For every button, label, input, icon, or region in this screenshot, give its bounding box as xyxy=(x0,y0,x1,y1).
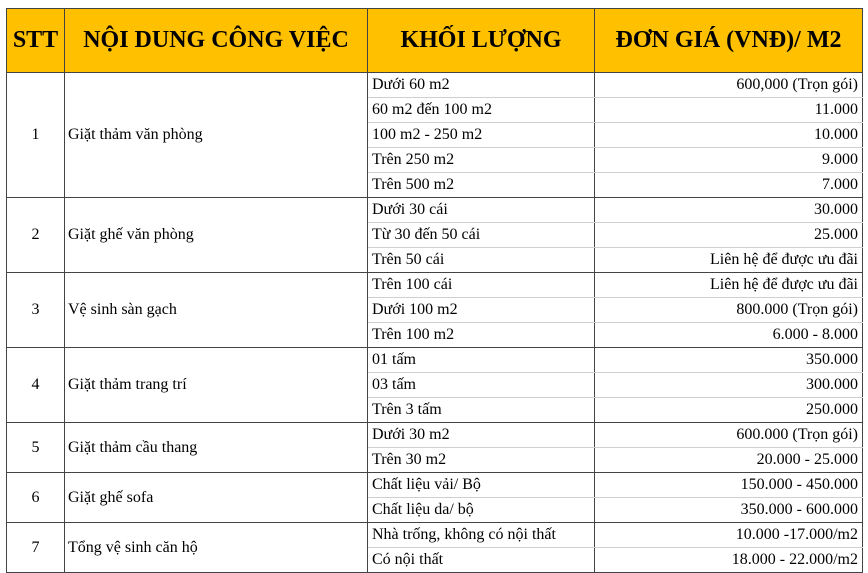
volume-cell: 100 m2 - 250 m2 xyxy=(368,123,595,148)
stt-cell: 6 xyxy=(7,473,65,523)
price-cell: 10.000 -17.000/m2 xyxy=(595,523,863,548)
price-cell: 6.000 - 8.000 xyxy=(595,323,863,348)
volume-cell: 03 tấm xyxy=(368,373,595,398)
price-cell: Liên hệ để được ưu đãi xyxy=(595,248,863,273)
service-name-cell: Vệ sinh sàn gạch xyxy=(65,273,368,348)
volume-cell: Trên 30 m2 xyxy=(368,448,595,473)
service-name-cell: Giặt thảm cầu thang xyxy=(65,423,368,473)
volume-cell: 60 m2 đến 100 m2 xyxy=(368,98,595,123)
volume-cell: Dưới 100 m2 xyxy=(368,298,595,323)
price-cell: 11.000 xyxy=(595,98,863,123)
price-cell: 250.000 xyxy=(595,398,863,423)
volume-cell: Chất liệu da/ bộ xyxy=(368,498,595,523)
volume-cell: Có nội thất xyxy=(368,548,595,573)
volume-cell: 01 tấm xyxy=(368,348,595,373)
price-cell: 300.000 xyxy=(595,373,863,398)
stt-cell: 1 xyxy=(7,73,65,198)
stt-cell: 3 xyxy=(7,273,65,348)
volume-cell: Trên 50 cái xyxy=(368,248,595,273)
header-row xyxy=(7,9,863,73)
volume-cell: Trên 3 tấm xyxy=(368,398,595,423)
volume-cell: Dưới 30 cái xyxy=(368,198,595,223)
header-content: NỘI DUNG CÔNG VIỆC xyxy=(65,9,368,73)
service-name-cell: Giặt thảm trang trí xyxy=(65,348,368,423)
stt-cell: 4 xyxy=(7,348,65,423)
price-cell: Liên hệ để được ưu đãi xyxy=(595,273,863,298)
price-cell: 350.000 - 600.000 xyxy=(595,498,863,523)
price-cell: 150.000 - 450.000 xyxy=(595,473,863,498)
price-cell: 25.000 xyxy=(595,223,863,248)
table-row xyxy=(7,473,863,498)
volume-cell: Trên 100 m2 xyxy=(368,323,595,348)
price-cell: 9.000 xyxy=(595,148,863,173)
price-table xyxy=(6,8,863,573)
volume-cell: Trên 250 m2 xyxy=(368,148,595,173)
service-name-cell: Giặt ghế văn phòng xyxy=(65,198,368,273)
table-row xyxy=(7,423,863,448)
table-row xyxy=(7,523,863,548)
volume-cell: Dưới 60 m2 xyxy=(368,73,595,98)
header-stt: STT xyxy=(7,9,65,73)
price-cell: 20.000 - 25.000 xyxy=(595,448,863,473)
stt-cell: 2 xyxy=(7,198,65,273)
price-cell: 18.000 - 22.000/m2 xyxy=(595,548,863,573)
table-row xyxy=(7,198,863,223)
table-row xyxy=(7,348,863,373)
price-cell: 800.000 (Trọn gói) xyxy=(595,298,863,323)
table-body xyxy=(7,73,863,573)
volume-cell: Nhà trống, không có nội thất xyxy=(368,523,595,548)
service-name-cell: Giặt thảm văn phòng xyxy=(65,73,368,198)
price-cell: 600.000 (Trọn gói) xyxy=(595,423,863,448)
volume-cell: Chất liệu vải/ Bộ xyxy=(368,473,595,498)
volume-cell: Dưới 30 m2 xyxy=(368,423,595,448)
price-cell: 30.000 xyxy=(595,198,863,223)
volume-cell: Trên 100 cái xyxy=(368,273,595,298)
table-row xyxy=(7,73,863,98)
stt-cell: 5 xyxy=(7,423,65,473)
price-cell: 7.000 xyxy=(595,173,863,198)
price-cell: 350.000 xyxy=(595,348,863,373)
table-row xyxy=(7,273,863,298)
header-price: ĐƠN GIÁ (VNĐ)/ M2 xyxy=(595,9,863,73)
stt-cell: 7 xyxy=(7,523,65,573)
volume-cell: Trên 500 m2 xyxy=(368,173,595,198)
price-cell: 10.000 xyxy=(595,123,863,148)
service-name-cell: Giặt ghế sofa xyxy=(65,473,368,523)
service-name-cell: Tổng vệ sinh căn hộ xyxy=(65,523,368,573)
price-cell: 600,000 (Trọn gói) xyxy=(595,73,863,98)
header-volume: KHỐI LƯỢNG xyxy=(368,9,595,73)
volume-cell: Từ 30 đến 50 cái xyxy=(368,223,595,248)
